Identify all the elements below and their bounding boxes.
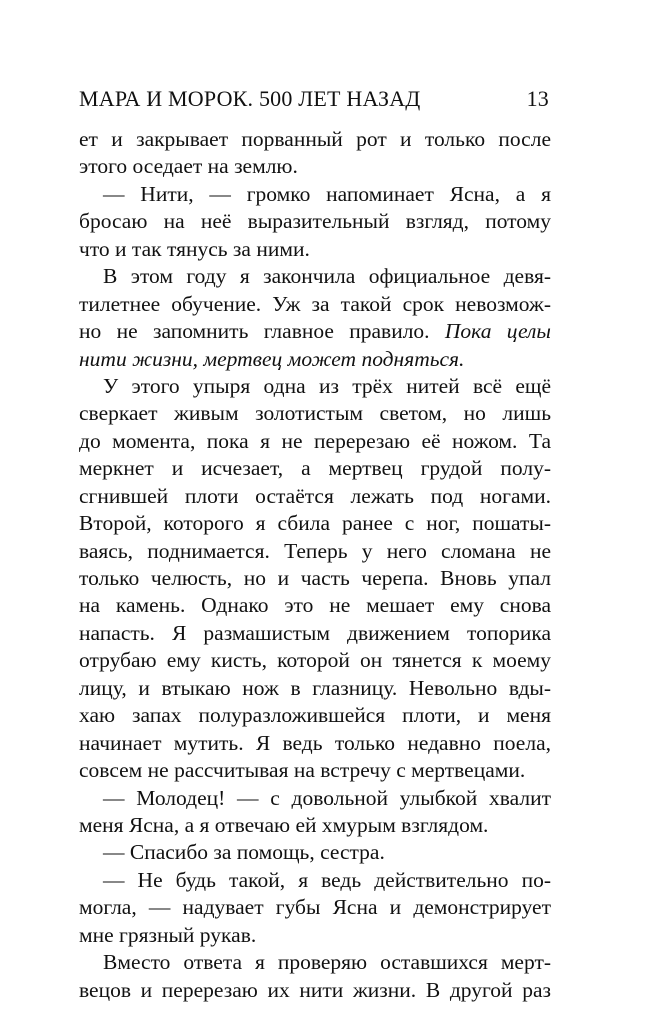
text-line: Вместо ответа я проверяю оставшихся мерт-	[103, 950, 551, 975]
text-line: тилетнее обучение. Уж за такой срок невозмож-	[79, 291, 551, 316]
text-line: — Молодец! — с довольной улыбкой хвалит	[103, 785, 551, 810]
text-line: начинает мутить. Я ведь только недавно поела,	[79, 730, 551, 755]
text-line: только челюсть, но и часть черепа. Вновь упал	[79, 566, 551, 590]
text-line: на камень. Однако это не мешает ему снова	[79, 593, 551, 618]
text-line: В этом году я закончила официальное девя-	[103, 264, 551, 289]
text-line: до момента, пока я не перерезаю её ножом. Та	[79, 428, 551, 453]
body-text	[79, 126, 551, 1004]
text-line: совсем не рассчитывая на встречу с мертвецами.	[79, 758, 526, 783]
text-line: меркнет и исчезает, а мертвец грудой полу-	[79, 456, 551, 481]
running-header	[79, 86, 549, 116]
running-title: МАРА И МОРОК. 500 ЛЕТ НАЗАД	[79, 86, 421, 111]
paragraph	[79, 126, 551, 181]
text-line: ет и закрывает порванный рот и только после	[79, 127, 551, 151]
paragraph	[79, 867, 551, 949]
text-line: нити жизни, мертвец может подняться.	[79, 346, 465, 371]
text-line: отрубаю ему кисть, которой он тянется к моему	[79, 648, 551, 673]
text-line: меня Ясна, а я отвечаю ей хмурым взглядом.	[79, 812, 489, 837]
paragraph	[79, 181, 551, 263]
italic-phrase: Пока целы	[444, 319, 551, 344]
text-line: — Не будь такой, я ведь действительно по-	[103, 867, 551, 892]
text-line: напасть. Я размашистым движением топорика	[79, 620, 551, 645]
text-line: сверкает живым золотистым светом, но лишь	[79, 401, 551, 426]
text-line: лицу, и втыкаю нож в глазницу. Невольно вды-	[79, 675, 551, 700]
paragraph	[79, 263, 551, 373]
text-line: но не запомнить главное правило. Пока целы	[79, 319, 551, 344]
paragraph	[79, 839, 551, 866]
text-line: этого оседает на землю.	[79, 154, 298, 179]
text-line: что и так тянусь за ними.	[79, 236, 310, 261]
paragraph	[79, 373, 551, 785]
paragraph	[79, 949, 551, 1004]
text-line: бросаю на неё выразительный взгляд, потому	[79, 209, 551, 234]
text-line: У этого упыря одна из трёх нитей всё ещё	[103, 373, 551, 398]
text-line: Второй, которого я сбила ранее с ног, пошаты-	[79, 511, 551, 536]
text-line: хаю запах полуразложившейся плоти, и меня	[79, 703, 551, 728]
text-line: — Спасибо за помощь, сестра.	[103, 840, 385, 865]
text-line: могла, — надувает губы Ясна и демонстрирует	[79, 895, 551, 920]
text-line: мне грязный рукав.	[79, 922, 257, 947]
text-line: ваясь, поднимается. Теперь у него сломана не	[79, 538, 551, 563]
text-line: — Нити, — громко напоминает Ясна, а я	[103, 181, 551, 206]
page-number: 13	[526, 86, 549, 111]
text-line: сгнившей плоти остаётся лежать под ногами.	[79, 483, 551, 508]
paragraph	[79, 785, 551, 840]
text-line: вецов и перерезаю их нити жизни. В другой раз	[79, 977, 551, 1002]
